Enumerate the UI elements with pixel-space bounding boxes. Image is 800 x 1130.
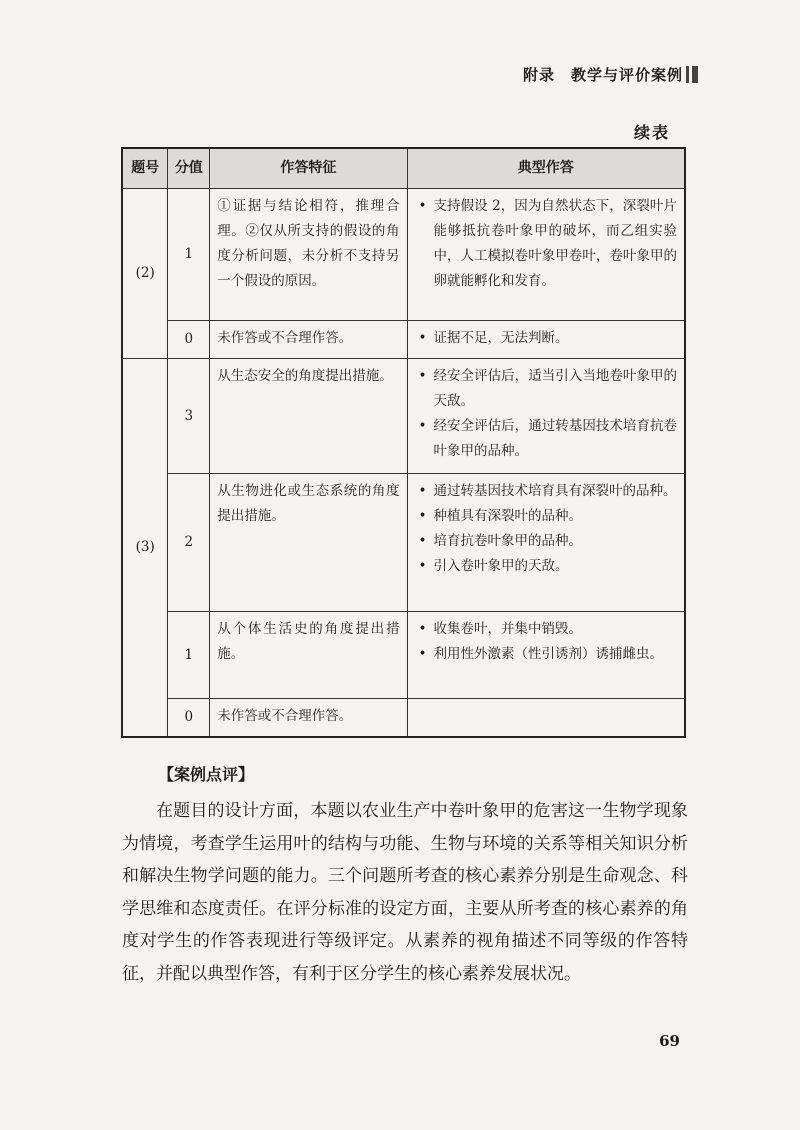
typical-answer-item: • 引入卷叶象甲的天敌。 <box>415 554 678 579</box>
answer-feature: 从生物进化或生态系统的角度提出措施。 <box>210 474 407 612</box>
header-feature: 作答特征 <box>210 148 407 189</box>
header-decoration <box>686 66 689 83</box>
answer-feature: ①证据与结论相符，推理合理。②仅从所支持的假设的角度分析问题，未分析不支持另一个假设的原因。 <box>210 189 407 321</box>
answer-feature: 从个体生活史的角度提出措施。 <box>210 612 407 699</box>
typical-answer-item: • 经安全评估后，通过转基因技术培育抗卷叶象甲的品种。 <box>415 414 678 464</box>
header-decoration-thick <box>692 66 698 83</box>
running-header <box>523 64 698 85</box>
score-value: 2 <box>168 474 210 612</box>
table-row <box>122 359 685 474</box>
typical-answer-item: • 经安全评估后，适当引入当地卷叶象甲的天敌。 <box>415 364 678 414</box>
typical-answer-item: • 收集卷叶，并集中销毁。 <box>415 617 678 642</box>
review-title: 【案例点评】 <box>158 765 255 784</box>
table-row <box>122 474 685 612</box>
typical-answers <box>407 189 685 321</box>
question-number: (2) <box>122 189 168 359</box>
typical-answer-item: • 通过转基因技术培育具有深裂叶的品种。 <box>415 479 678 504</box>
answer-feature: 未作答或不合理作答。 <box>210 699 407 737</box>
score-value: 0 <box>168 321 210 359</box>
score-value: 0 <box>168 699 210 737</box>
typical-answers <box>407 612 685 699</box>
score-value: 1 <box>168 189 210 321</box>
table-row <box>122 612 685 699</box>
typical-answer-item: • 利用性外激素（性引诱剂）诱捕雌虫。 <box>415 642 678 667</box>
typical-answer-item: • 培育抗卷叶象甲的品种。 <box>415 529 678 554</box>
header-title: 附录 教学与评价案例 <box>522 66 683 84</box>
score-value: 1 <box>168 612 210 699</box>
typical-answer-item: • 证据不足，无法判断。 <box>415 326 678 351</box>
typical-answers <box>407 359 685 474</box>
score-value: 3 <box>168 359 210 474</box>
scoring-table <box>121 147 686 738</box>
table-row <box>122 699 685 737</box>
typical-answer-item: • 种植具有深裂叶的品种。 <box>415 504 678 529</box>
header-score: 分值 <box>168 148 210 189</box>
table-header-row <box>122 148 685 189</box>
page-number: 69 <box>659 1032 680 1050</box>
typical-answers-empty <box>407 699 685 737</box>
typical-answers <box>407 474 685 612</box>
typical-answers <box>407 321 685 359</box>
answer-feature: 未作答或不合理作答。 <box>210 321 407 359</box>
table-caption: 续表 <box>633 123 670 142</box>
review-paragraph: 在题目的设计方面，本题以农业生产中卷叶象甲的危害这一生物学现象为情境，考查学生运用叶的结构与功能、生物与环境的关系等相关知识分析和解决生物学问题的能力。三个问题所考查的核心素养分别是生命观念、科学思维和态度责任。在评分标准的设定方面，主要从所考查的核心素养的角度对学生的作答表现进行等级评定。从素养的视角描述不同等级的作答特征，并配以典型作答，有利于区分学生的核心素养发展状况。 <box>122 801 688 984</box>
typical-answer-item: • 支持假设 2，因为自然状态下，深裂叶片能够抵抗卷叶象甲的破坏，而乙组实验中，人工模拟卷叶象甲卷叶，卷叶象甲的卵就能孵化和发育。 <box>415 194 678 294</box>
header-answer: 典型作答 <box>407 148 685 189</box>
question-number: (3) <box>122 359 168 737</box>
table-row <box>122 189 685 321</box>
table-row <box>122 321 685 359</box>
header-question: 题号 <box>122 148 168 189</box>
answer-feature: 从生态安全的角度提出措施。 <box>210 359 407 474</box>
